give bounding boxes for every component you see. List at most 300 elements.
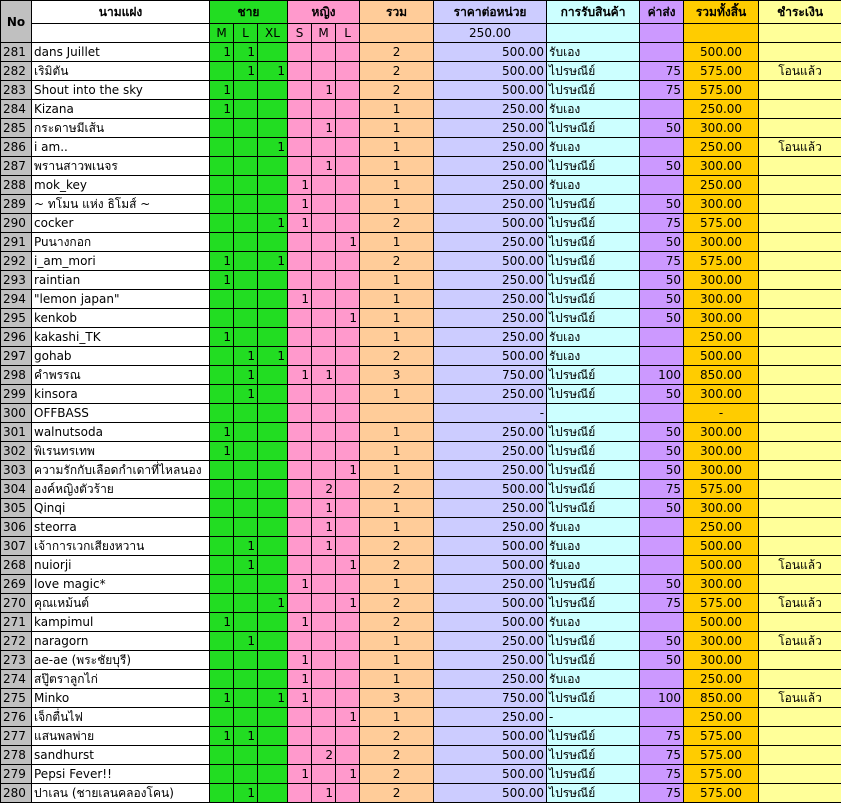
cell-sum[interactable]: 1 <box>360 176 434 195</box>
cell-size[interactable] <box>234 594 258 613</box>
cell-price[interactable]: - <box>434 404 547 423</box>
cell-sum[interactable]: 1 <box>360 632 434 651</box>
cell-sum[interactable]: 1 <box>360 708 434 727</box>
size-men-l[interactable]: L <box>234 24 258 43</box>
cell-size[interactable] <box>288 328 312 347</box>
cell-size[interactable]: 1 <box>234 385 258 404</box>
cell-size[interactable] <box>210 746 234 765</box>
cell-price[interactable]: 250.00 <box>434 176 547 195</box>
cell-ship[interactable]: 75 <box>640 214 684 233</box>
cell-size[interactable]: 1 <box>288 290 312 309</box>
cell-ship[interactable]: 75 <box>640 62 684 81</box>
cell-total[interactable]: 850.00 <box>684 366 759 385</box>
cell-name[interactable]: kakashi_TK <box>32 328 210 347</box>
cell-name[interactable]: เจ้าการเวกเสียงหวาน <box>32 537 210 556</box>
cell-size[interactable]: 1 <box>258 594 288 613</box>
cell-price[interactable]: 250.00 <box>434 233 547 252</box>
cell-pay[interactable] <box>759 214 841 233</box>
cell-pay[interactable] <box>759 499 841 518</box>
cell-sum[interactable]: 1 <box>360 423 434 442</box>
cell-size[interactable] <box>336 62 360 81</box>
cell-size[interactable] <box>258 157 288 176</box>
cell-total[interactable]: 300.00 <box>684 499 759 518</box>
cell-total[interactable]: 300.00 <box>684 461 759 480</box>
cell-receive[interactable]: ไปรษณีย์ <box>547 575 640 594</box>
cell-sum[interactable]: 1 <box>360 518 434 537</box>
cell-name[interactable]: i am.. <box>32 138 210 157</box>
cell-sum[interactable]: 2 <box>360 81 434 100</box>
cell-pay[interactable] <box>759 784 841 803</box>
cell-size[interactable] <box>312 423 336 442</box>
cell-size[interactable] <box>234 423 258 442</box>
cell-no[interactable]: 287 <box>1 157 32 176</box>
cell-name[interactable]: kenkob <box>32 309 210 328</box>
cell-receive[interactable]: ไปรษณีย์ <box>547 157 640 176</box>
cell-pay[interactable]: โอนแล้ว <box>759 632 841 651</box>
cell-size[interactable] <box>336 651 360 670</box>
cell-size[interactable] <box>234 613 258 632</box>
cell-size[interactable] <box>258 290 288 309</box>
cell-size[interactable] <box>336 290 360 309</box>
cell-size[interactable]: 2 <box>312 480 336 499</box>
cell-no[interactable]: 304 <box>1 480 32 499</box>
cell-total[interactable]: 850.00 <box>684 689 759 708</box>
cell-size[interactable]: 1 <box>210 43 234 62</box>
cell-size[interactable] <box>258 195 288 214</box>
cell-total[interactable]: 500.00 <box>684 537 759 556</box>
cell-size[interactable]: 1 <box>288 366 312 385</box>
cell-no[interactable]: 299 <box>1 385 32 404</box>
cell-size[interactable] <box>288 556 312 575</box>
cell-total[interactable]: 300.00 <box>684 290 759 309</box>
cell-ship[interactable]: 50 <box>640 575 684 594</box>
cell-ship[interactable] <box>640 404 684 423</box>
cell-ship[interactable]: 75 <box>640 765 684 784</box>
cell-size[interactable] <box>234 81 258 100</box>
cell-name[interactable]: kinsora <box>32 385 210 404</box>
cell-size[interactable] <box>210 290 234 309</box>
cell-size[interactable]: 2 <box>312 746 336 765</box>
cell-no[interactable]: 295 <box>1 309 32 328</box>
cell-receive[interactable]: ไปรษณีย์ <box>547 442 640 461</box>
cell-size[interactable]: 1 <box>336 233 360 252</box>
cell-ship[interactable]: 50 <box>640 385 684 404</box>
cell-size[interactable] <box>288 81 312 100</box>
cell-sum[interactable]: 1 <box>360 328 434 347</box>
cell-size[interactable] <box>288 746 312 765</box>
cell-size[interactable] <box>312 43 336 62</box>
cell-total[interactable]: 575.00 <box>684 480 759 499</box>
cell-price[interactable]: 500.00 <box>434 765 547 784</box>
cell-size[interactable]: 1 <box>258 347 288 366</box>
cell-name[interactable]: Kizana <box>32 100 210 119</box>
cell-sum[interactable]: 1 <box>360 309 434 328</box>
cell-receive[interactable]: ไปรษณีย์ <box>547 214 640 233</box>
cell-size[interactable]: 1 <box>288 176 312 195</box>
cell-total[interactable]: 575.00 <box>684 62 759 81</box>
cell-size[interactable]: 1 <box>288 765 312 784</box>
cell-total[interactable]: - <box>684 404 759 423</box>
cell-no[interactable]: 280 <box>1 784 32 803</box>
cell-size[interactable] <box>288 461 312 480</box>
cell-price[interactable]: 250.00 <box>434 157 547 176</box>
cell-size[interactable] <box>312 727 336 746</box>
cell-size[interactable] <box>288 708 312 727</box>
cell-size[interactable] <box>288 309 312 328</box>
cell-pay[interactable]: โอนแล้ว <box>759 556 841 575</box>
cell-size[interactable]: 1 <box>234 62 258 81</box>
cell-size[interactable] <box>258 442 288 461</box>
cell-sum[interactable]: 2 <box>360 784 434 803</box>
cell-size[interactable] <box>288 727 312 746</box>
cell-price[interactable]: 250.00 <box>434 271 547 290</box>
cell-ship[interactable] <box>640 708 684 727</box>
cell-size[interactable] <box>210 404 234 423</box>
cell-price[interactable]: 250.00 <box>434 195 547 214</box>
cell-receive[interactable]: ไปรษณีย์ <box>547 746 640 765</box>
cell-total[interactable]: 250.00 <box>684 708 759 727</box>
size-women-m[interactable]: M <box>312 24 336 43</box>
cell-price[interactable]: 250.00 <box>434 461 547 480</box>
cell-size[interactable] <box>234 138 258 157</box>
cell-pay[interactable] <box>759 328 841 347</box>
cell-size[interactable]: 1 <box>336 556 360 575</box>
cell-size[interactable]: 1 <box>312 518 336 537</box>
cell-ship[interactable]: 50 <box>640 195 684 214</box>
cell-size[interactable] <box>234 271 258 290</box>
cell-size[interactable] <box>312 708 336 727</box>
cell-name[interactable]: i_am_mori <box>32 252 210 271</box>
cell-sum[interactable]: 1 <box>360 385 434 404</box>
cell-size[interactable] <box>258 575 288 594</box>
cell-size[interactable] <box>210 537 234 556</box>
cell-no[interactable]: 291 <box>1 233 32 252</box>
cell-name[interactable]: Qinqi <box>32 499 210 518</box>
cell-receive[interactable]: ไปรษณีย์ <box>547 632 640 651</box>
empty-cell[interactable] <box>547 24 640 43</box>
cell-size[interactable]: 1 <box>210 689 234 708</box>
cell-no[interactable]: 305 <box>1 499 32 518</box>
cell-size[interactable] <box>234 461 258 480</box>
cell-size[interactable] <box>288 442 312 461</box>
cell-price[interactable]: 500.00 <box>434 594 547 613</box>
cell-no[interactable]: 298 <box>1 366 32 385</box>
cell-sum[interactable]: 2 <box>360 765 434 784</box>
cell-size[interactable] <box>258 328 288 347</box>
cell-total[interactable]: 300.00 <box>684 233 759 252</box>
cell-size[interactable] <box>234 670 258 689</box>
cell-total[interactable]: 500.00 <box>684 347 759 366</box>
cell-size[interactable] <box>336 43 360 62</box>
cell-receive[interactable]: ไปรษณีย์ <box>547 252 640 271</box>
cell-ship[interactable] <box>640 347 684 366</box>
cell-ship[interactable]: 75 <box>640 727 684 746</box>
cell-size[interactable] <box>258 537 288 556</box>
cell-size[interactable] <box>312 233 336 252</box>
cell-pay[interactable] <box>759 271 841 290</box>
cell-size[interactable] <box>258 765 288 784</box>
cell-size[interactable] <box>312 309 336 328</box>
cell-pay[interactable] <box>759 765 841 784</box>
cell-size[interactable] <box>312 385 336 404</box>
cell-size[interactable]: 1 <box>336 309 360 328</box>
cell-no[interactable]: 275 <box>1 689 32 708</box>
cell-size[interactable] <box>312 100 336 119</box>
cell-name[interactable]: ปาเลน (ชายเลนคลองโคน) <box>32 784 210 803</box>
cell-name[interactable]: raintian <box>32 271 210 290</box>
header-men[interactable]: ชาย <box>210 1 288 24</box>
cell-size[interactable] <box>336 518 360 537</box>
cell-no[interactable]: 301 <box>1 423 32 442</box>
cell-size[interactable] <box>336 271 360 290</box>
cell-ship[interactable] <box>640 518 684 537</box>
cell-ship[interactable]: 75 <box>640 746 684 765</box>
cell-sum[interactable]: 1 <box>360 157 434 176</box>
cell-size[interactable]: 1 <box>258 252 288 271</box>
cell-size[interactable]: 1 <box>210 727 234 746</box>
cell-receive[interactable]: ไปรษณีย์ <box>547 233 640 252</box>
cell-size[interactable] <box>312 252 336 271</box>
cell-size[interactable]: 1 <box>312 119 336 138</box>
cell-ship[interactable] <box>640 556 684 575</box>
cell-size[interactable] <box>234 746 258 765</box>
cell-size[interactable] <box>258 556 288 575</box>
cell-name[interactable]: เริมิตัน <box>32 62 210 81</box>
empty-cell[interactable] <box>640 24 684 43</box>
cell-sum[interactable]: 2 <box>360 613 434 632</box>
cell-size[interactable]: 1 <box>336 765 360 784</box>
cell-size[interactable] <box>210 309 234 328</box>
cell-size[interactable]: 1 <box>312 499 336 518</box>
cell-size[interactable]: 1 <box>312 784 336 803</box>
cell-size[interactable]: 1 <box>336 594 360 613</box>
header-receive[interactable]: การรับสินค้า <box>547 1 640 24</box>
cell-size[interactable]: 1 <box>210 271 234 290</box>
cell-size[interactable]: 1 <box>288 613 312 632</box>
cell-name[interactable]: คำพรรณ <box>32 366 210 385</box>
cell-name[interactable]: Pepsi Fever!! <box>32 765 210 784</box>
cell-size[interactable] <box>312 404 336 423</box>
cell-size[interactable] <box>258 119 288 138</box>
cell-size[interactable] <box>234 404 258 423</box>
cell-size[interactable] <box>288 423 312 442</box>
cell-total[interactable]: 575.00 <box>684 214 759 233</box>
cell-size[interactable]: 1 <box>234 43 258 62</box>
cell-pay[interactable] <box>759 480 841 499</box>
cell-ship[interactable] <box>640 100 684 119</box>
cell-sum[interactable]: 1 <box>360 290 434 309</box>
cell-size[interactable] <box>258 784 288 803</box>
cell-size[interactable] <box>210 157 234 176</box>
cell-size[interactable] <box>288 138 312 157</box>
cell-size[interactable]: 1 <box>312 366 336 385</box>
cell-sum[interactable]: 2 <box>360 214 434 233</box>
cell-total[interactable]: 575.00 <box>684 252 759 271</box>
cell-price[interactable]: 500.00 <box>434 81 547 100</box>
cell-no[interactable]: 302 <box>1 442 32 461</box>
cell-size[interactable] <box>234 214 258 233</box>
cell-size[interactable] <box>312 689 336 708</box>
cell-size[interactable] <box>258 670 288 689</box>
cell-receive[interactable] <box>547 404 640 423</box>
cell-size[interactable] <box>288 100 312 119</box>
cell-size[interactable] <box>312 290 336 309</box>
cell-size[interactable] <box>336 347 360 366</box>
cell-size[interactable] <box>288 632 312 651</box>
cell-size[interactable] <box>258 461 288 480</box>
cell-size[interactable] <box>336 195 360 214</box>
cell-sum[interactable]: 1 <box>360 119 434 138</box>
cell-size[interactable] <box>288 271 312 290</box>
cell-ship[interactable]: 50 <box>640 119 684 138</box>
cell-sum[interactable]: 2 <box>360 556 434 575</box>
header-sum[interactable]: รวม <box>360 1 434 24</box>
cell-size[interactable] <box>234 518 258 537</box>
cell-size[interactable]: 1 <box>210 252 234 271</box>
cell-size[interactable] <box>288 62 312 81</box>
cell-size[interactable] <box>312 556 336 575</box>
cell-sum[interactable]: 2 <box>360 480 434 499</box>
cell-size[interactable] <box>288 518 312 537</box>
cell-size[interactable] <box>258 423 288 442</box>
cell-size[interactable] <box>210 347 234 366</box>
cell-pay[interactable] <box>759 442 841 461</box>
cell-size[interactable] <box>234 765 258 784</box>
cell-size[interactable]: 1 <box>288 214 312 233</box>
cell-name[interactable]: naragorn <box>32 632 210 651</box>
cell-pay[interactable] <box>759 727 841 746</box>
cell-price[interactable]: 250.00 <box>434 100 547 119</box>
cell-size[interactable] <box>210 575 234 594</box>
cell-size[interactable] <box>258 632 288 651</box>
cell-pay[interactable] <box>759 518 841 537</box>
cell-name[interactable]: "lemon japan" <box>32 290 210 309</box>
cell-pay[interactable]: โอนแล้ว <box>759 594 841 613</box>
cell-receive[interactable]: ไปรษณีย์ <box>547 309 640 328</box>
cell-pay[interactable] <box>759 575 841 594</box>
cell-pay[interactable] <box>759 708 841 727</box>
empty-cell[interactable] <box>360 24 434 43</box>
cell-price[interactable]: 500.00 <box>434 214 547 233</box>
cell-size[interactable] <box>312 765 336 784</box>
cell-size[interactable] <box>312 442 336 461</box>
cell-size[interactable] <box>258 176 288 195</box>
cell-size[interactable] <box>288 43 312 62</box>
cell-pay[interactable] <box>759 537 841 556</box>
cell-pay[interactable] <box>759 423 841 442</box>
cell-size[interactable] <box>258 613 288 632</box>
cell-receive[interactable]: ไปรษณีย์ <box>547 765 640 784</box>
cell-size[interactable] <box>288 404 312 423</box>
cell-name[interactable]: แสนพลพ่าย <box>32 727 210 746</box>
cell-size[interactable] <box>258 518 288 537</box>
cell-size[interactable] <box>234 157 258 176</box>
cell-no[interactable]: 283 <box>1 81 32 100</box>
cell-size[interactable]: 1 <box>234 537 258 556</box>
cell-ship[interactable]: 50 <box>640 309 684 328</box>
cell-size[interactable]: 1 <box>210 100 234 119</box>
cell-pay[interactable] <box>759 746 841 765</box>
cell-size[interactable] <box>336 632 360 651</box>
cell-sum[interactable]: 1 <box>360 233 434 252</box>
cell-size[interactable] <box>258 499 288 518</box>
cell-sum[interactable] <box>360 404 434 423</box>
cell-no[interactable]: 271 <box>1 613 32 632</box>
cell-name[interactable]: Shout into the sky <box>32 81 210 100</box>
cell-size[interactable] <box>234 480 258 499</box>
cell-size[interactable] <box>210 119 234 138</box>
cell-size[interactable]: 1 <box>210 442 234 461</box>
cell-no[interactable]: 277 <box>1 727 32 746</box>
cell-size[interactable] <box>336 328 360 347</box>
cell-total[interactable]: 500.00 <box>684 613 759 632</box>
cell-size[interactable] <box>210 214 234 233</box>
cell-pay[interactable] <box>759 157 841 176</box>
cell-price[interactable]: 750.00 <box>434 366 547 385</box>
cell-name[interactable]: องค์หญิงตัวร้าย <box>32 480 210 499</box>
cell-price[interactable]: 500.00 <box>434 556 547 575</box>
cell-ship[interactable]: 50 <box>640 651 684 670</box>
cell-ship[interactable]: 75 <box>640 81 684 100</box>
cell-size[interactable] <box>288 252 312 271</box>
cell-size[interactable] <box>210 138 234 157</box>
cell-pay[interactable] <box>759 651 841 670</box>
cell-ship[interactable] <box>640 670 684 689</box>
cell-ship[interactable]: 50 <box>640 499 684 518</box>
cell-size[interactable] <box>258 385 288 404</box>
cell-size[interactable] <box>258 480 288 499</box>
cell-size[interactable] <box>210 62 234 81</box>
cell-total[interactable]: 575.00 <box>684 784 759 803</box>
cell-name[interactable]: คุณเหม้นต์ <box>32 594 210 613</box>
cell-no[interactable]: 294 <box>1 290 32 309</box>
cell-price[interactable]: 250.00 <box>434 119 547 138</box>
cell-size[interactable] <box>288 537 312 556</box>
cell-pay[interactable]: โอนแล้ว <box>759 689 841 708</box>
cell-size[interactable] <box>336 119 360 138</box>
cell-no[interactable]: 284 <box>1 100 32 119</box>
cell-receive[interactable]: รับเอง <box>547 43 640 62</box>
cell-no[interactable]: 279 <box>1 765 32 784</box>
cell-size[interactable] <box>312 214 336 233</box>
cell-ship[interactable]: 50 <box>640 233 684 252</box>
cell-receive[interactable]: ไปรษณีย์ <box>547 499 640 518</box>
cell-size[interactable] <box>336 784 360 803</box>
cell-name[interactable]: กระดาษมีเส้น <box>32 119 210 138</box>
cell-pay[interactable] <box>759 176 841 195</box>
cell-total[interactable]: 500.00 <box>684 556 759 575</box>
cell-no[interactable]: 293 <box>1 271 32 290</box>
size-women-s[interactable]: S <box>288 24 312 43</box>
cell-size[interactable] <box>210 632 234 651</box>
cell-size[interactable] <box>258 233 288 252</box>
cell-size[interactable]: 1 <box>312 81 336 100</box>
cell-size[interactable] <box>210 176 234 195</box>
cell-pay[interactable] <box>759 81 841 100</box>
cell-total[interactable]: 575.00 <box>684 746 759 765</box>
cell-receive[interactable]: รับเอง <box>547 328 640 347</box>
cell-name[interactable]: พิเรนทรเทพ <box>32 442 210 461</box>
size-men-m[interactable]: M <box>210 24 234 43</box>
cell-name[interactable]: nuiorji <box>32 556 210 575</box>
cell-pay[interactable] <box>759 195 841 214</box>
cell-size[interactable] <box>312 347 336 366</box>
cell-size[interactable] <box>288 594 312 613</box>
cell-size[interactable] <box>210 556 234 575</box>
header-ship[interactable]: ค่าส่ง <box>640 1 684 24</box>
header-total[interactable]: รวมทั้งสิ้น <box>684 1 759 24</box>
cell-sum[interactable]: 1 <box>360 442 434 461</box>
